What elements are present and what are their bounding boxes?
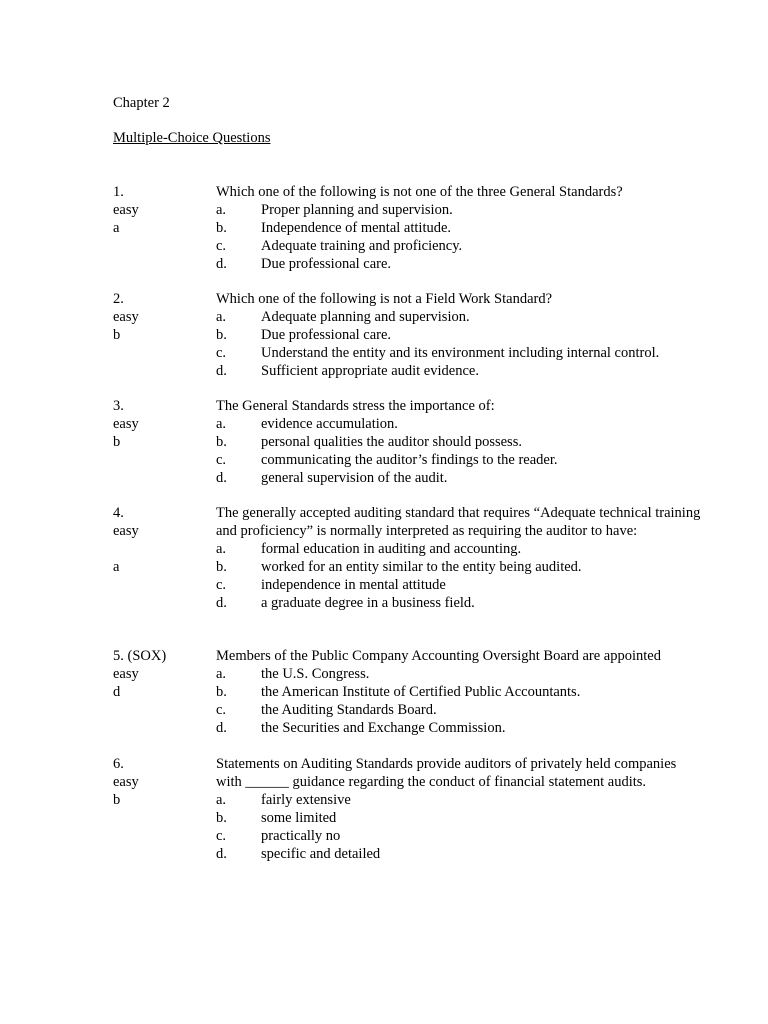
question-answer: b (113, 327, 121, 343)
question-text: Members of the Public Company Accounting Oversight Board are appointed (216, 648, 661, 664)
option-d (216, 469, 701, 487)
question-answer: a (113, 220, 120, 236)
option-b (216, 809, 701, 827)
option-c (216, 451, 701, 469)
option-b (216, 326, 701, 344)
question-difficulty: easy (113, 416, 139, 432)
option-letter: b. (216, 220, 227, 236)
option-text: Sufficient appropriate audit evidence. (261, 363, 479, 379)
option-text: the Securities and Exchange Commission. (261, 720, 506, 736)
option-c (216, 701, 701, 719)
question-difficulty: easy (113, 202, 139, 218)
option-letter: a. (216, 541, 227, 557)
spacer (113, 540, 213, 558)
option-text: Adequate training and proficiency. (261, 238, 463, 254)
option-text: specific and detailed (261, 846, 381, 862)
option-letter: a. (216, 666, 227, 682)
question-difficulty: easy (113, 523, 139, 539)
question-body (216, 290, 701, 380)
question-answer: d (113, 684, 121, 700)
section-heading: Multiple-Choice Questions (113, 130, 271, 146)
option-letter: a. (216, 309, 227, 325)
question-difficulty: easy (113, 666, 139, 682)
question-number: 3. (113, 398, 124, 414)
option-letter: a. (216, 792, 227, 808)
question-number: 1. (113, 184, 124, 200)
question-meta (113, 647, 213, 701)
question-text: Which one of the following is not a Field Work Standard? (216, 291, 553, 307)
option-d (216, 845, 701, 863)
option-letter: c. (216, 452, 227, 468)
option-text: Adequate planning and supervision. (261, 309, 470, 325)
option-text: general supervision of the audit. (261, 470, 448, 486)
option-text: Independence of mental attitude. (261, 220, 452, 236)
option-letter: d. (216, 720, 227, 736)
option-c (216, 827, 701, 845)
question-text: The generally accepted auditing standard that requires “Adequate technical training and proficiency” is normally interpreted as requiring the auditor to have: (216, 505, 701, 539)
question-text: The General Standards stress the importance of: (216, 398, 495, 414)
option-c (216, 344, 701, 362)
option-letter: b. (216, 684, 227, 700)
option-letter: a. (216, 202, 227, 218)
option-letter: b. (216, 327, 227, 343)
question-text: Which one of the following is not one of the three General Standards? (216, 184, 623, 200)
question-answer: b (113, 792, 121, 808)
question-text: Statements on Auditing Standards provide auditors of privately held companies with ______ guidance regarding the conduct of financial statement audits. (216, 756, 677, 790)
option-text: evidence accumulation. (261, 416, 398, 432)
option-letter: d. (216, 595, 227, 611)
option-letter: c. (216, 345, 227, 361)
question-body (216, 183, 701, 273)
option-d (216, 255, 701, 273)
option-text: the U.S. Congress. (261, 666, 370, 682)
option-b (216, 558, 701, 576)
option-b (216, 219, 701, 237)
option-letter: c. (216, 828, 227, 844)
option-text: practically no (261, 828, 341, 844)
question-body (216, 504, 701, 612)
option-d (216, 594, 701, 612)
option-c (216, 237, 701, 255)
option-a (216, 665, 701, 683)
question-body (216, 755, 701, 863)
question-meta (113, 397, 213, 451)
option-b (216, 683, 701, 701)
option-text: Understand the entity and its environment including internal control. (261, 345, 660, 361)
option-letter: b. (216, 434, 227, 450)
option-letter: a. (216, 416, 227, 432)
option-a (216, 308, 701, 326)
option-text: Due professional care. (261, 327, 392, 343)
question-number: 6. (113, 756, 124, 772)
option-b (216, 433, 701, 451)
option-text: personal qualities the auditor should possess. (261, 434, 522, 450)
option-letter: c. (216, 238, 227, 254)
option-letter: b. (216, 559, 227, 575)
option-text: independence in mental attitude (261, 577, 446, 593)
option-letter: d. (216, 470, 227, 486)
option-a (216, 791, 701, 809)
option-text: formal education in auditing and accounting. (261, 541, 522, 557)
option-c (216, 576, 701, 594)
option-letter: c. (216, 702, 227, 718)
chapter-title: Chapter 2 (113, 95, 170, 111)
question-body (216, 397, 701, 487)
question-answer: a (113, 559, 120, 575)
option-text: worked for an entity similar to the entity being audited. (261, 559, 582, 575)
option-text: a graduate degree in a business field. (261, 595, 475, 611)
option-a (216, 415, 701, 433)
question-difficulty: easy (113, 309, 139, 325)
option-letter: c. (216, 577, 227, 593)
option-text: some limited (261, 810, 337, 826)
option-letter: d. (216, 846, 227, 862)
option-a (216, 540, 701, 558)
question-body (216, 647, 701, 737)
option-letter: d. (216, 363, 227, 379)
option-text: fairly extensive (261, 792, 351, 808)
option-text: communicating the auditor’s findings to the reader. (261, 452, 558, 468)
question-meta (113, 183, 213, 237)
question-meta (113, 504, 213, 576)
option-d (216, 362, 701, 380)
option-text: Due professional care. (261, 256, 392, 272)
option-text: the American Institute of Certified Public Accountants. (261, 684, 581, 700)
option-a (216, 201, 701, 219)
option-letter: d. (216, 256, 227, 272)
question-meta (113, 290, 213, 344)
option-text: the Auditing Standards Board. (261, 702, 437, 718)
question-number: 2. (113, 291, 124, 307)
question-number: 4. (113, 505, 124, 521)
question-answer: b (113, 434, 121, 450)
question-meta (113, 755, 213, 809)
question-difficulty: easy (113, 774, 139, 790)
option-d (216, 719, 701, 737)
option-text: Proper planning and supervision. (261, 202, 453, 218)
question-number: 5. (SOX) (113, 648, 167, 664)
option-letter: b. (216, 810, 227, 826)
